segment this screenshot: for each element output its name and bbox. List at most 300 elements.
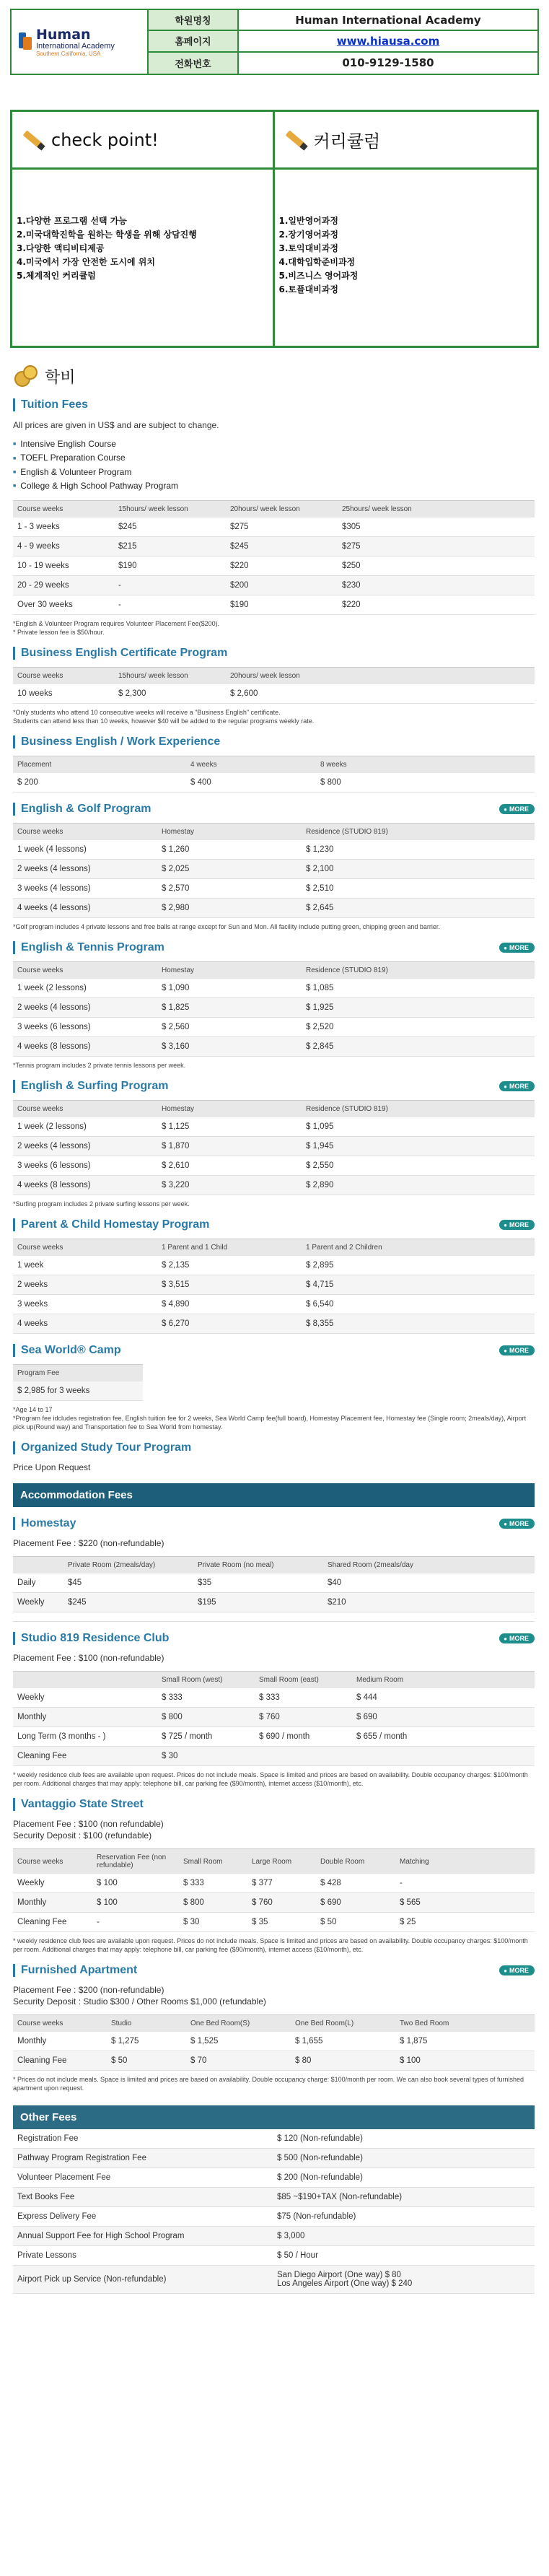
fee-value: $ 500 (Non-refundable) (273, 2149, 535, 2168)
logo-subtitle: International Academy (36, 41, 115, 51)
table-cell: 1 week (2 lessons) (13, 979, 157, 998)
table-cell: $ 2,895 (302, 1256, 535, 1275)
fee-name: Pathway Program Registration Fee (13, 2149, 273, 2168)
table-cell: $ 3,220 (157, 1176, 302, 1195)
fee-name: Private Lessons (13, 2246, 273, 2266)
other-fees-title: Other Fees (13, 2105, 535, 2129)
tuition-notes (13, 619, 535, 637)
table-cell: $40 (323, 1573, 535, 1593)
table-row (13, 1573, 535, 1593)
column-header: 25hours/ week lesson (338, 501, 535, 518)
fee-name: Airport Pick up Service (Non-refundable) (13, 2266, 273, 2294)
table-cell: $ 2,520 (302, 1018, 535, 1037)
column-header: Course weeks (13, 1239, 157, 1257)
table-cell: $ 2,600 (226, 684, 535, 704)
table-cell: $ 565 (395, 1893, 535, 1913)
column-header: Small Room (east) (255, 1672, 352, 1689)
checkpoint-title: check point! (51, 129, 159, 150)
table-cell: $275 (338, 537, 535, 556)
table-cell: Cleaning Fee (13, 1913, 92, 1932)
table-header-row (13, 1849, 535, 1874)
tennis-table (13, 961, 535, 1057)
column-header: 4 weeks (186, 756, 316, 774)
checkpoint-header (12, 112, 275, 170)
table-cell: $ 4,890 (157, 1295, 302, 1314)
column-header: Matching (395, 1849, 535, 1874)
fee-name: Express Delivery Fee (13, 2207, 273, 2227)
golf-title-text: English & Golf Program (21, 803, 151, 816)
furnished-placement-fee: Placement Fee : $200 (non-refundable) (13, 1985, 164, 1996)
program-item: ■ English & Volunteer Program (13, 466, 535, 479)
table-cell: Weekly (13, 1593, 63, 1612)
checkpoint-list (12, 170, 275, 346)
checkpoint-item: 3.다양한 액티비티제공 (17, 243, 105, 253)
work-experience-title (13, 735, 535, 748)
footnote: *Program fee idcludes registration fee, English tuition fee for 2 weeks, Sea World Camp fee(full board), Homestay Placement fee, Homestay fee (Single room; 2meals/day), Airport pick up(Round way) and Transportation fee to Sea World from homestay. (13, 1415, 527, 1431)
table-row (13, 1295, 535, 1314)
table-cell: $ 800 (157, 1708, 255, 1727)
table-cell: $220 (226, 556, 338, 576)
studio819-table (13, 1671, 535, 1766)
table-cell: $245 (114, 518, 226, 537)
column-header: Homestay (157, 962, 302, 979)
table-header-row (13, 1101, 535, 1118)
tennis-more-button[interactable]: ● MORE (499, 943, 535, 953)
table-row (13, 2032, 535, 2051)
table-row (13, 1018, 535, 1037)
seaworld-notes (13, 1405, 535, 1431)
checkpoint-item: 5.체계적인 커리큘럼 (17, 271, 96, 281)
table-row (13, 2227, 535, 2246)
column-header: One Bed Room(L) (291, 2015, 395, 2033)
fee-value: $85 ~$190+TAX (Non-refundable) (273, 2188, 535, 2207)
footnote: *Age 14 to 17 (13, 1406, 53, 1414)
study-tour-title (13, 1441, 535, 1454)
footnote: * Prices do not include meals. Space is limited and prices are based on availability. Double occupancy charge: $100/month per room. We can also book several types of furnished apartment upon request. (13, 2076, 524, 2092)
logo-icon (17, 31, 33, 53)
table-cell: $190 (114, 556, 226, 576)
table-cell: $305 (338, 518, 535, 537)
table-cell: 4 weeks (8 lessons) (13, 1037, 157, 1057)
column-header: 1 Parent and 2 Children (302, 1239, 535, 1257)
golf-more-button[interactable]: ● MORE (499, 804, 535, 814)
fee-value: $75 (Non-refundable) (273, 2207, 535, 2227)
table-row (13, 2207, 535, 2227)
table-row (13, 1256, 535, 1275)
table-cell: $ 4,715 (302, 1275, 535, 1295)
column-header: Medium Room (352, 1672, 535, 1689)
table-cell: $245 (226, 537, 338, 556)
table-cell: $ 690 (316, 1893, 395, 1913)
info-key: 전화번호 (149, 53, 239, 74)
other-fees-table (13, 2129, 535, 2294)
table-cell: $ 1,925 (302, 998, 535, 1018)
table-cell: $ 8,355 (302, 1314, 535, 1334)
table-row (13, 2129, 535, 2149)
footnote: *Only students who attend 10 consecutive weeks will receive a "Business English" certificate. (13, 709, 281, 717)
table-cell (255, 1747, 352, 1766)
column-header: Residence (STUDIO 819) (302, 1101, 535, 1118)
table-cell: 2 weeks (4 lessons) (13, 998, 157, 1018)
column-header: Double Room (316, 1849, 395, 1874)
homestay-table (13, 1556, 535, 1612)
homestay-title-text: Homestay (21, 1517, 76, 1530)
table-row (13, 684, 535, 704)
fee-value: $ 3,000 (273, 2227, 535, 2246)
info-row-homepage (149, 31, 537, 52)
studio819-notes (13, 1771, 535, 1788)
vantaggio-table (13, 1848, 535, 1932)
table-row (13, 2149, 535, 2168)
table-cell: $ 3,160 (157, 1037, 302, 1057)
vantaggio-title (13, 1798, 535, 1811)
table-cell: $ 2,560 (157, 1018, 302, 1037)
table-row (13, 2266, 535, 2294)
table-cell: $ 333 (179, 1874, 247, 1893)
table-cell: $ 2,845 (302, 1037, 535, 1057)
footnote: *Tennis program includes 2 private tennis lessons per week. (13, 1062, 186, 1070)
column-header: Residence (STUDIO 819) (302, 962, 535, 979)
fee-name: Annual Support Fee for High School Program (13, 2227, 273, 2246)
column-header: Course weeks (13, 501, 114, 518)
homestay-more-button[interactable]: ● MORE (499, 1519, 535, 1529)
table-cell: $210 (323, 1593, 535, 1612)
table-cell: $ 2,300 (114, 684, 226, 704)
table-cell: $ 50 (316, 1913, 395, 1932)
study-tour-price: Price Upon Request (13, 1462, 91, 1473)
seaworld-more-button[interactable]: ● MORE (499, 1345, 535, 1355)
seaworld-title-text: Sea World® Camp (21, 1344, 121, 1357)
table-cell: $ 760 (255, 1708, 352, 1727)
table-header-row (13, 824, 535, 841)
footnote: *English & Volunteer Program requires Volunteer Placement Fee($200). (13, 620, 220, 628)
homepage-link[interactable]: www.hiausa.com (336, 34, 440, 48)
table-cell: $ 2,550 (302, 1156, 535, 1176)
table-cell: $ 1,825 (157, 998, 302, 1018)
table-row (13, 2246, 535, 2266)
logo-name: Human (36, 26, 91, 43)
table-row (13, 1037, 535, 1057)
academy-header (10, 9, 539, 75)
curriculum-item: 4.대학입학준비과정 (278, 257, 356, 267)
table-cell: $ 35 (247, 1913, 316, 1932)
table-cell: $ 377 (247, 1874, 316, 1893)
table-cell: $ 2,025 (157, 860, 302, 879)
column-header: 20hours/ week lesson (226, 501, 338, 518)
table-cell: - (114, 595, 226, 615)
table-cell: $ 2,985 for 3 weeks (13, 1381, 143, 1401)
table-cell: $ 1,275 (107, 2032, 186, 2051)
table-cell: 1 - 3 weeks (13, 518, 114, 537)
tennis-title (13, 941, 535, 954)
table-header-row (13, 756, 535, 774)
tuition-intro: All prices are given in US$ and are subject to change. (13, 420, 219, 430)
table-cell: $ 50 (107, 2051, 186, 2071)
table-cell: $ 400 (186, 773, 316, 793)
footnote: *Surfing program includes 2 private surfing lessons per week. (13, 1200, 190, 1208)
fee-name: Registration Fee (13, 2129, 273, 2149)
table-row (13, 1275, 535, 1295)
table-row (13, 1314, 535, 1334)
table-row (13, 2168, 535, 2188)
curriculum-header (275, 112, 537, 170)
fee-value: $ 120 (Non-refundable) (273, 2129, 535, 2149)
table-cell: $ 1,095 (302, 1117, 535, 1137)
column-header: Studio (107, 2015, 186, 2033)
table-cell: 2 weeks (4 lessons) (13, 860, 157, 879)
table-cell: $ 2,890 (302, 1176, 535, 1195)
table-cell: $ 80 (291, 2051, 395, 2071)
table-cell: $ 30 (179, 1913, 247, 1932)
table-cell: $195 (193, 1593, 323, 1612)
table-header-row (13, 1672, 535, 1689)
bec-title (13, 647, 535, 660)
work-experience-title-text: Business English / Work Experience (21, 735, 221, 748)
table-cell: $275 (226, 518, 338, 537)
column-header: One Bed Room(S) (186, 2015, 291, 2033)
work-experience-table (13, 756, 535, 793)
table-header-row (13, 1239, 535, 1257)
table-cell: 4 - 9 weeks (13, 537, 114, 556)
parent-child-title-text: Parent & Child Homestay Program (21, 1218, 210, 1231)
table-cell: 3 weeks (6 lessons) (13, 1156, 157, 1176)
bec-table (13, 667, 535, 704)
table-row (13, 1593, 535, 1612)
curriculum-item: 2.장기영어과정 (278, 230, 338, 240)
footnote: *Golf program includes 4 private lessons and free balls at range except for Sun and Mon. All facility include putting green, chipping green and barrier. (13, 923, 440, 931)
table-row (13, 1156, 535, 1176)
footnote: * weekly residence club fees are available upon request. Prices do not include meals. Space is limited and prices are based on availability. Double occupancy charges: $100/month per room. Additional charges that may apply: telephone bill, car parking fee ($90/month), internet access ($10/month), etc. (13, 1937, 528, 1954)
column-header: Course weeks (13, 1849, 92, 1874)
parent-child-more-button[interactable]: ● MORE (499, 1220, 535, 1230)
column-header: Small Room (179, 1849, 247, 1874)
accommodation-title: Accommodation Fees (13, 1483, 535, 1507)
table-row (13, 537, 535, 556)
table-cell: Long Term (3 months - ) (13, 1727, 157, 1747)
column-header: Course weeks (13, 668, 114, 685)
coins-icon (14, 364, 39, 388)
seaworld-table (13, 1364, 143, 1401)
table-cell: 3 weeks (6 lessons) (13, 1018, 157, 1037)
table-header-row (13, 668, 535, 685)
tuition-heading-title: 학비 (45, 368, 76, 387)
column-header: 15hours/ week lesson (114, 501, 226, 518)
academy-name: Human International Academy (295, 13, 481, 27)
table-row (13, 899, 535, 918)
column-header: Program Fee (13, 1365, 143, 1382)
table-cell: $ 2,100 (302, 860, 535, 879)
table-cell: $ 100 (92, 1874, 179, 1893)
table-row (13, 1176, 535, 1195)
column-header: Shared Room (2meals/day (323, 1557, 535, 1574)
table-cell: $45 (63, 1573, 193, 1593)
academy-info-table (149, 10, 537, 74)
column-header: Homestay (157, 824, 302, 841)
column-header (13, 1557, 63, 1574)
table-row (13, 773, 535, 793)
table-row (13, 1893, 535, 1913)
table-cell: $ 1,260 (157, 840, 302, 860)
table-cell: $ 1,945 (302, 1137, 535, 1156)
homestay-placement-fee: Placement Fee : $220 (non-refundable) (13, 1538, 164, 1549)
curriculum-item: 3.토익대비과정 (278, 243, 338, 253)
curriculum-item: 1.일반영어과정 (278, 216, 338, 226)
table-cell: $ 2,610 (157, 1156, 302, 1176)
table-cell: $ 444 (352, 1688, 535, 1708)
column-header: 1 Parent and 1 Child (157, 1239, 302, 1257)
table-row (13, 879, 535, 899)
table-row (13, 1708, 535, 1727)
column-header: Private Room (no meal) (193, 1557, 323, 1574)
parent-child-table (13, 1239, 535, 1334)
table-header-row (13, 501, 535, 518)
furnished-title (13, 1964, 535, 1977)
column-header: Course weeks (13, 1101, 157, 1118)
surfing-notes (13, 1200, 535, 1208)
homestay-title (13, 1517, 535, 1530)
table-cell: $ 760 (247, 1893, 316, 1913)
info-key: 홈페이지 (149, 31, 239, 51)
column-header: Private Room (2meals/day) (63, 1557, 193, 1574)
table-cell: 4 weeks (4 lessons) (13, 899, 157, 918)
table-cell: $230 (338, 576, 535, 595)
tuition-title-text: Tuition Fees (21, 398, 89, 411)
table-cell: $ 3,515 (157, 1275, 302, 1295)
surfing-more-button[interactable]: ● MORE (499, 1081, 535, 1091)
info-row-phone (149, 53, 537, 74)
table-cell: $ 800 (179, 1893, 247, 1913)
table-row (13, 595, 535, 615)
table-cell: 10 - 19 weeks (13, 556, 114, 576)
fee-name: Text Books Fee (13, 2188, 273, 2207)
pencil-icon (19, 126, 47, 154)
logo-location: Southern California, USA (36, 50, 101, 57)
table-cell: $ 690 / month (255, 1727, 352, 1747)
table-cell: Cleaning Fee (13, 2051, 107, 2071)
column-header: 15hours/ week lesson (114, 668, 226, 685)
footnote: * weekly residence club fees are available upon request. Prices do not include meals. Space is limited and prices are based on availability. Double occupancy charges: $100/month per room. Additional charges that may apply: telephone bill, car parking fee ($90/month), internet access ($10/month), etc. (13, 1771, 528, 1788)
table-cell: 2 weeks (4 lessons) (13, 1137, 157, 1156)
table-cell: Monthly (13, 2032, 107, 2051)
program-list (13, 437, 535, 493)
column-header: Residence (STUDIO 819) (302, 824, 535, 841)
program-item: ■ Intensive English Course (13, 437, 535, 451)
furnished-more-button[interactable]: ● MORE (499, 1965, 535, 1975)
program-item: ■ College & High School Pathway Program (13, 479, 535, 493)
table-cell: $ 725 / month (157, 1727, 255, 1747)
tuition-table (13, 500, 535, 615)
table-cell: $ 333 (255, 1688, 352, 1708)
golf-notes (13, 922, 535, 931)
table-cell: $ 333 (157, 1688, 255, 1708)
info-key: 학원명칭 (149, 10, 239, 30)
surfing-title-text: English & Surfing Program (21, 1080, 169, 1093)
table-cell: $ 2,135 (157, 1256, 302, 1275)
table-cell: $ 70 (186, 2051, 291, 2071)
column-header: Course weeks (13, 824, 157, 841)
curriculum-list (275, 170, 537, 346)
studio819-title-text: Studio 819 Residence Club (21, 1632, 170, 1645)
vantaggio-placement-fee: Placement Fee : $100 (non refundable) (13, 1819, 164, 1830)
curriculum-title: 커리큘럼 (313, 131, 381, 152)
table-cell: $ 655 / month (352, 1727, 535, 1747)
surfing-title (13, 1080, 535, 1093)
table-cell: 10 weeks (13, 684, 114, 704)
fee-value: San Diego Airport (One way) $ 80 Los Angeles Airport (One way) $ 240 (273, 2266, 535, 2294)
table-cell: $220 (338, 595, 535, 615)
column-header: Reservation Fee (non refundable) (92, 1849, 179, 1874)
table-row (13, 556, 535, 576)
column-header: Homestay (157, 1101, 302, 1118)
table-header-row (13, 1365, 143, 1382)
table-row (13, 1381, 143, 1401)
table-cell: $200 (226, 576, 338, 595)
fee-name: Volunteer Placement Fee (13, 2168, 273, 2188)
surfing-table (13, 1100, 535, 1195)
table-cell: $ 2,570 (157, 879, 302, 899)
table-cell: $ 30 (157, 1747, 255, 1766)
furnished-title-text: Furnished Apartment (21, 1964, 138, 1977)
footnote: * Private lesson fee is $50/hour. (13, 629, 105, 637)
table-cell: $ 100 (92, 1893, 179, 1913)
table-cell: $ 6,270 (157, 1314, 302, 1334)
table-cell: 3 weeks (4 lessons) (13, 879, 157, 899)
table-cell: $250 (338, 556, 535, 576)
table-cell: 20 - 29 weeks (13, 576, 114, 595)
curriculum-item: 6.토플대비과정 (278, 284, 338, 294)
tennis-notes (13, 1061, 535, 1070)
pencil-icon (282, 126, 309, 154)
table-cell: Cleaning Fee (13, 1747, 157, 1766)
table-cell: 1 week (13, 1256, 157, 1275)
table-cell: Weekly (13, 1874, 92, 1893)
column-header (13, 1672, 157, 1689)
column-header: Placement (13, 756, 186, 774)
academy-logo (12, 10, 149, 74)
vantaggio-deposit: Security Deposit : $100 (refundable) (13, 1830, 152, 1841)
phone-number: 010-9129-1580 (342, 56, 434, 70)
tuition-heading (14, 364, 539, 388)
table-cell: - (395, 1874, 535, 1893)
table-row (13, 576, 535, 595)
table-cell: $215 (114, 537, 226, 556)
table-row (13, 1727, 535, 1747)
column-header: Small Room (west) (157, 1672, 255, 1689)
table-cell: $ 1,655 (291, 2032, 395, 2051)
program-item: ■ TOEFL Preparation Course (13, 451, 535, 465)
table-cell: $ 1,525 (186, 2032, 291, 2051)
table-cell: 4 weeks (13, 1314, 157, 1334)
tuition-title (13, 398, 535, 411)
studio819-placement-fee: Placement Fee : $100 (non-refundable) (13, 1653, 164, 1664)
table-cell: Over 30 weeks (13, 595, 114, 615)
golf-title (13, 803, 535, 816)
table-row (13, 518, 535, 537)
studio819-more-button[interactable]: ● MORE (499, 1633, 535, 1643)
table-row (13, 1874, 535, 1893)
column-header: 20hours/ week lesson (226, 668, 535, 685)
table-row (13, 860, 535, 879)
table-cell (352, 1747, 535, 1766)
fee-value: $ 200 (Non-refundable) (273, 2168, 535, 2188)
checkpoint-item: 1.다양한 프로그램 선택 가능 (17, 216, 127, 226)
table-cell: Weekly (13, 1688, 157, 1708)
column-header: Course weeks (13, 2015, 107, 2033)
study-tour-title-text: Organized Study Tour Program (21, 1441, 192, 1454)
table-cell: $ 1,870 (157, 1137, 302, 1156)
table-row (13, 979, 535, 998)
bec-notes (13, 708, 535, 725)
